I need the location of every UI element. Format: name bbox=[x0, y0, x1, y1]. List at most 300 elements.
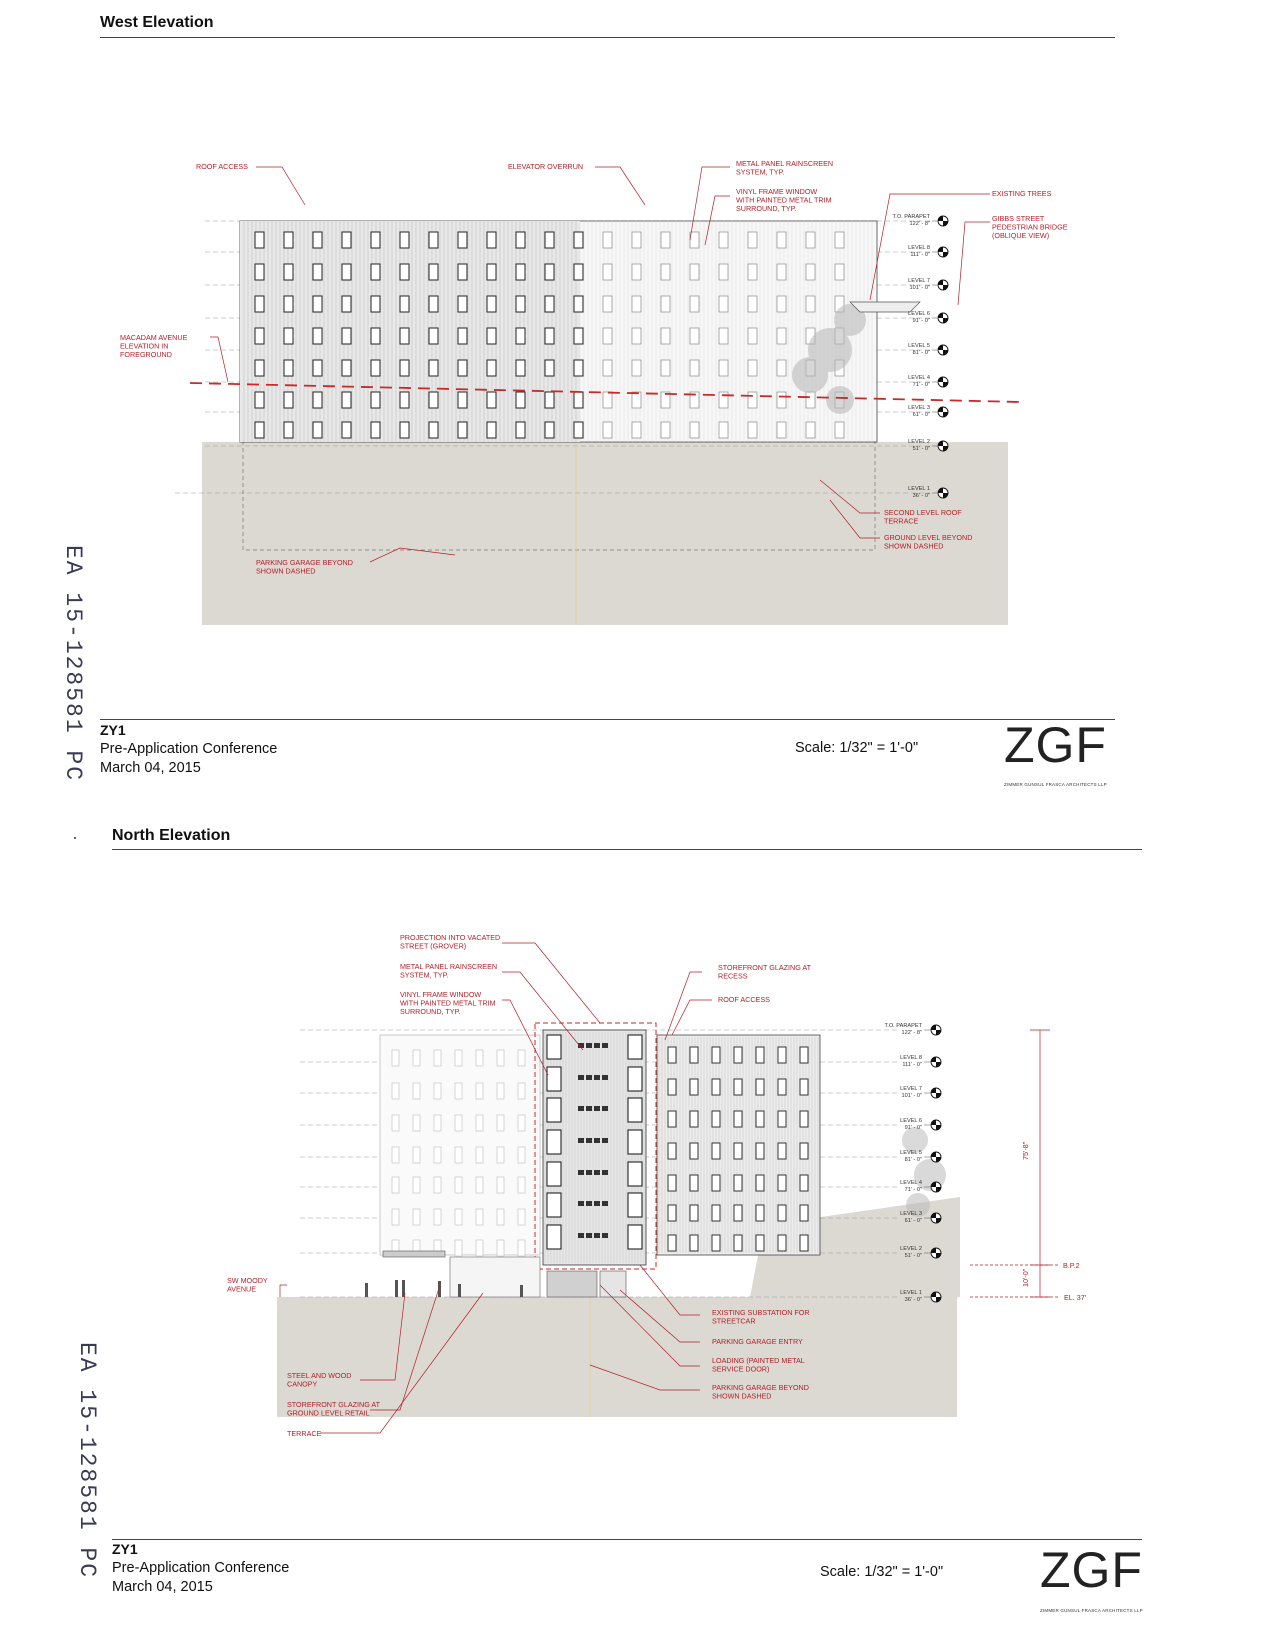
footer-rule bbox=[112, 1539, 1142, 1540]
level-name: LEVEL 6 bbox=[908, 311, 930, 317]
window bbox=[284, 360, 293, 376]
level-name: LEVEL 1 bbox=[908, 486, 930, 492]
window bbox=[756, 1079, 764, 1095]
level-elevation: 81' - 0" bbox=[912, 350, 930, 356]
window bbox=[602, 1075, 608, 1080]
window bbox=[487, 296, 496, 312]
window bbox=[497, 1083, 504, 1099]
dimension-lines bbox=[970, 1030, 1060, 1297]
window bbox=[434, 1115, 441, 1131]
window bbox=[547, 1130, 561, 1154]
window bbox=[661, 328, 670, 344]
dim-height: 75'-8" bbox=[1021, 1141, 1030, 1160]
window bbox=[574, 296, 583, 312]
logo-subtitle: ZIMMER GUNSUL FRASCA ARCHITECTS LLP bbox=[1040, 1608, 1143, 1613]
window bbox=[668, 1079, 676, 1095]
window bbox=[518, 1240, 525, 1256]
label-elevator-overrun: ELEVATOR OVERRUN bbox=[508, 162, 584, 171]
window bbox=[603, 232, 612, 248]
window bbox=[800, 1143, 808, 1159]
window bbox=[800, 1235, 808, 1251]
label-second-level-roof: SECOND LEVEL ROOF TERRACE bbox=[884, 508, 962, 526]
window bbox=[400, 232, 409, 248]
window bbox=[756, 1143, 764, 1159]
level-name: LEVEL 4 bbox=[900, 1180, 922, 1186]
level-name: LEVEL 8 bbox=[908, 245, 930, 251]
window bbox=[668, 1111, 676, 1127]
window bbox=[342, 392, 351, 408]
window bbox=[497, 1209, 504, 1225]
window bbox=[547, 1098, 561, 1122]
window bbox=[778, 1111, 786, 1127]
level-elevation: 91' - 0" bbox=[904, 1125, 922, 1131]
window bbox=[594, 1106, 600, 1111]
window bbox=[602, 1138, 608, 1143]
window bbox=[756, 1047, 764, 1063]
window bbox=[313, 328, 322, 344]
window bbox=[518, 1177, 525, 1193]
level-elevation: 122' - 8" bbox=[901, 1030, 922, 1036]
window bbox=[516, 328, 525, 344]
window bbox=[392, 1083, 399, 1099]
window bbox=[392, 1050, 399, 1066]
window bbox=[545, 422, 554, 438]
scale-label: Scale: 1/32" = 1'-0" bbox=[820, 1564, 944, 1580]
level-elevation: 122' - 8" bbox=[909, 221, 930, 227]
window bbox=[313, 296, 322, 312]
window bbox=[476, 1050, 483, 1066]
window bbox=[371, 264, 380, 280]
level-elevation: 71' - 0" bbox=[912, 382, 930, 388]
level-name: T.O. PARAPET bbox=[884, 1023, 922, 1029]
window bbox=[748, 328, 757, 344]
level-elevation: 36' - 0" bbox=[912, 493, 930, 499]
window bbox=[586, 1233, 592, 1238]
window bbox=[458, 264, 467, 280]
window bbox=[690, 360, 699, 376]
window bbox=[342, 328, 351, 344]
window bbox=[712, 1175, 720, 1191]
window bbox=[632, 422, 641, 438]
window bbox=[400, 328, 409, 344]
window bbox=[429, 392, 438, 408]
window bbox=[574, 264, 583, 280]
zgf-logo: ZGF bbox=[1040, 1542, 1143, 1598]
level-elevation: 101' - 0" bbox=[901, 1093, 922, 1099]
window bbox=[806, 232, 815, 248]
label-macadam: MACADAM AVENUE ELEVATION IN FOREGROUND bbox=[120, 333, 188, 359]
window bbox=[578, 1106, 584, 1111]
window bbox=[690, 232, 699, 248]
window bbox=[371, 360, 380, 376]
level-elevation: 111' - 0" bbox=[910, 252, 930, 258]
window bbox=[748, 360, 757, 376]
window bbox=[835, 232, 844, 248]
level-elevation: 101' - 0" bbox=[909, 285, 930, 291]
window bbox=[628, 1130, 642, 1154]
window bbox=[719, 360, 728, 376]
label-bp: B.P.2 bbox=[1063, 1261, 1080, 1270]
window bbox=[400, 264, 409, 280]
sheet-north-elevation bbox=[0, 825, 1275, 1650]
window bbox=[690, 1205, 698, 1221]
window bbox=[712, 1047, 720, 1063]
window bbox=[518, 1209, 525, 1225]
window bbox=[434, 1147, 441, 1163]
window bbox=[690, 1047, 698, 1063]
window bbox=[778, 1235, 786, 1251]
window bbox=[734, 1111, 742, 1127]
window bbox=[690, 1143, 698, 1159]
window bbox=[628, 1225, 642, 1249]
window bbox=[434, 1050, 441, 1066]
window bbox=[668, 1143, 676, 1159]
window bbox=[712, 1143, 720, 1159]
zgf-logo: ZGF bbox=[1004, 717, 1107, 773]
window bbox=[806, 392, 815, 408]
window bbox=[748, 392, 757, 408]
window bbox=[712, 1205, 720, 1221]
label-existing-trees: EXISTING TREES bbox=[992, 189, 1052, 198]
window bbox=[835, 422, 844, 438]
window bbox=[487, 328, 496, 344]
window bbox=[413, 1115, 420, 1131]
label-terrace: TERRACE bbox=[287, 1429, 322, 1438]
window bbox=[392, 1147, 399, 1163]
garage-entry bbox=[547, 1271, 597, 1297]
label-roof-access: ROOF ACCESS bbox=[196, 162, 248, 171]
window bbox=[594, 1138, 600, 1143]
window bbox=[516, 392, 525, 408]
window bbox=[371, 392, 380, 408]
window bbox=[748, 422, 757, 438]
window bbox=[413, 1209, 420, 1225]
window bbox=[594, 1201, 600, 1206]
level-name: LEVEL 4 bbox=[908, 375, 930, 381]
window bbox=[578, 1233, 584, 1238]
window bbox=[734, 1235, 742, 1251]
label-parking-garage: PARKING GARAGE BEYOND SHOWN DASHED bbox=[256, 558, 353, 576]
file-stamp: EA 15-128581 PC bbox=[60, 545, 86, 783]
window bbox=[574, 232, 583, 248]
window bbox=[455, 1209, 462, 1225]
window bbox=[313, 232, 322, 248]
window bbox=[284, 232, 293, 248]
window bbox=[487, 360, 496, 376]
window bbox=[628, 1035, 642, 1059]
window bbox=[342, 296, 351, 312]
window bbox=[800, 1175, 808, 1191]
window bbox=[661, 422, 670, 438]
window bbox=[602, 1170, 608, 1175]
window bbox=[602, 1201, 608, 1206]
level-name: LEVEL 3 bbox=[900, 1211, 922, 1217]
window bbox=[413, 1177, 420, 1193]
sheet-date: March 04, 2015 bbox=[112, 1579, 213, 1595]
level-elevation: 36' - 0" bbox=[904, 1297, 922, 1303]
window bbox=[429, 296, 438, 312]
window bbox=[342, 422, 351, 438]
window bbox=[586, 1043, 592, 1048]
window bbox=[497, 1050, 504, 1066]
window bbox=[342, 360, 351, 376]
window bbox=[778, 1205, 786, 1221]
label-storefront-retail: STOREFRONT GLAZING AT GROUND LEVEL RETAIL bbox=[287, 1400, 381, 1418]
label-storefront-recess: STOREFRONT GLAZING AT RECESS bbox=[718, 963, 812, 981]
window bbox=[719, 264, 728, 280]
window bbox=[734, 1175, 742, 1191]
window bbox=[586, 1170, 592, 1175]
window bbox=[748, 296, 757, 312]
window bbox=[518, 1147, 525, 1163]
window bbox=[632, 232, 641, 248]
window bbox=[628, 1067, 642, 1091]
window bbox=[578, 1075, 584, 1080]
sheet-subtitle: Pre-Application Conference bbox=[112, 1560, 290, 1576]
window bbox=[603, 296, 612, 312]
window bbox=[476, 1209, 483, 1225]
window bbox=[777, 232, 786, 248]
sheet-title: West Elevation bbox=[100, 14, 214, 31]
window bbox=[458, 422, 467, 438]
window bbox=[400, 360, 409, 376]
window bbox=[628, 1098, 642, 1122]
level-name: LEVEL 7 bbox=[908, 278, 930, 284]
window bbox=[429, 360, 438, 376]
window bbox=[756, 1111, 764, 1127]
window bbox=[413, 1147, 420, 1163]
window bbox=[668, 1047, 676, 1063]
window bbox=[455, 1177, 462, 1193]
window bbox=[586, 1106, 592, 1111]
level-name: LEVEL 5 bbox=[900, 1150, 922, 1156]
window bbox=[712, 1111, 720, 1127]
window bbox=[632, 360, 641, 376]
window bbox=[800, 1111, 808, 1127]
level-elevation: 81' - 0" bbox=[904, 1157, 922, 1163]
sheet-subtitle: Pre-Application Conference bbox=[100, 741, 278, 757]
window bbox=[497, 1177, 504, 1193]
window bbox=[497, 1115, 504, 1131]
window bbox=[455, 1083, 462, 1099]
label-roof-access: ROOF ACCESS bbox=[718, 995, 770, 1004]
window bbox=[748, 264, 757, 280]
window bbox=[284, 296, 293, 312]
ground-section bbox=[277, 1297, 957, 1417]
window bbox=[429, 422, 438, 438]
window bbox=[800, 1047, 808, 1063]
window bbox=[255, 328, 264, 344]
window bbox=[632, 296, 641, 312]
window bbox=[594, 1043, 600, 1048]
window bbox=[516, 360, 525, 376]
window bbox=[800, 1205, 808, 1221]
window bbox=[690, 1111, 698, 1127]
window bbox=[632, 264, 641, 280]
north-elevation-drawing bbox=[0, 825, 1275, 1545]
canopy bbox=[383, 1251, 445, 1257]
label-vinyl-window: VINYL FRAME WINDOW WITH PAINTED METAL TRIM SURROUND, TYP. bbox=[736, 187, 832, 213]
window bbox=[712, 1079, 720, 1095]
label-parking-garage: PARKING GARAGE BEYOND SHOWN DASHED bbox=[712, 1383, 809, 1401]
window bbox=[434, 1083, 441, 1099]
label-projection: PROJECTION INTO VACATED STREET (GROVER) bbox=[400, 933, 501, 951]
label-metal-panel: METAL PANEL RAINSCREEN SYSTEM, TYP. bbox=[736, 159, 834, 177]
sheet-date: March 04, 2015 bbox=[100, 760, 201, 776]
window bbox=[371, 296, 380, 312]
window bbox=[719, 422, 728, 438]
sheet-id: ZY1 bbox=[100, 722, 126, 738]
window bbox=[603, 264, 612, 280]
level-elevation: 91' - 0" bbox=[912, 318, 930, 324]
level-name: LEVEL 6 bbox=[900, 1118, 922, 1124]
window bbox=[756, 1205, 764, 1221]
window bbox=[518, 1115, 525, 1131]
label-loading: LOADING (PAINTED METAL SERVICE DOOR) bbox=[712, 1356, 805, 1374]
window bbox=[255, 296, 264, 312]
level-elevation: 61' - 0" bbox=[904, 1218, 922, 1224]
window bbox=[455, 1240, 462, 1256]
window bbox=[547, 1225, 561, 1249]
window bbox=[594, 1170, 600, 1175]
window bbox=[371, 422, 380, 438]
file-stamp: EA 15-128581 PC bbox=[74, 1342, 100, 1580]
label-sw-moody: SW MOODY AVENUE bbox=[227, 1276, 268, 1294]
window bbox=[777, 328, 786, 344]
window bbox=[668, 1235, 676, 1251]
footer-rule bbox=[100, 719, 1115, 720]
window bbox=[284, 264, 293, 280]
level-name: LEVEL 2 bbox=[900, 1246, 922, 1252]
window bbox=[545, 232, 554, 248]
window bbox=[255, 232, 264, 248]
window bbox=[516, 422, 525, 438]
window bbox=[545, 328, 554, 344]
window bbox=[547, 1035, 561, 1059]
window bbox=[835, 264, 844, 280]
window bbox=[497, 1147, 504, 1163]
window bbox=[255, 360, 264, 376]
window bbox=[518, 1050, 525, 1066]
window bbox=[487, 232, 496, 248]
window bbox=[455, 1147, 462, 1163]
window bbox=[547, 1067, 561, 1091]
window bbox=[778, 1143, 786, 1159]
window bbox=[806, 264, 815, 280]
window bbox=[413, 1050, 420, 1066]
dim-ground: 10'-0" bbox=[1021, 1268, 1030, 1287]
window bbox=[476, 1115, 483, 1131]
level-name: LEVEL 7 bbox=[900, 1086, 922, 1092]
window bbox=[690, 328, 699, 344]
level-name: LEVEL 1 bbox=[900, 1290, 922, 1296]
window bbox=[400, 392, 409, 408]
window bbox=[392, 1209, 399, 1225]
window bbox=[497, 1240, 504, 1256]
window bbox=[603, 422, 612, 438]
label-canopy: STEEL AND WOOD CANOPY bbox=[287, 1371, 352, 1389]
window bbox=[313, 392, 322, 408]
window bbox=[547, 1193, 561, 1217]
label-vinyl-window: VINYL FRAME WINDOW WITH PAINTED METAL TRIM SURROUND, TYP. bbox=[400, 990, 496, 1016]
window bbox=[284, 328, 293, 344]
window bbox=[547, 1162, 561, 1186]
window bbox=[400, 422, 409, 438]
window bbox=[458, 328, 467, 344]
window bbox=[342, 232, 351, 248]
window bbox=[476, 1083, 483, 1099]
window bbox=[458, 392, 467, 408]
window bbox=[574, 422, 583, 438]
window bbox=[545, 296, 554, 312]
level-name: LEVEL 2 bbox=[908, 439, 930, 445]
window bbox=[690, 264, 699, 280]
window bbox=[392, 1177, 399, 1193]
window bbox=[712, 1235, 720, 1251]
window bbox=[458, 296, 467, 312]
window bbox=[748, 232, 757, 248]
window bbox=[806, 422, 815, 438]
label-metal-panel: METAL PANEL RAINSCREEN SYSTEM, TYP. bbox=[400, 962, 498, 980]
window bbox=[719, 296, 728, 312]
window bbox=[434, 1177, 441, 1193]
window bbox=[545, 392, 554, 408]
window bbox=[578, 1138, 584, 1143]
window bbox=[594, 1075, 600, 1080]
window bbox=[476, 1147, 483, 1163]
window bbox=[458, 360, 467, 376]
window bbox=[690, 1175, 698, 1191]
window bbox=[516, 232, 525, 248]
window bbox=[778, 1047, 786, 1063]
window bbox=[734, 1079, 742, 1095]
window bbox=[516, 264, 525, 280]
level-name: LEVEL 8 bbox=[900, 1055, 922, 1061]
window bbox=[806, 296, 815, 312]
window bbox=[668, 1205, 676, 1221]
window bbox=[778, 1175, 786, 1191]
window bbox=[518, 1083, 525, 1099]
level-elevation: 61' - 0" bbox=[912, 412, 930, 418]
window bbox=[777, 360, 786, 376]
window bbox=[400, 296, 409, 312]
window bbox=[413, 1083, 420, 1099]
window bbox=[429, 264, 438, 280]
window bbox=[313, 360, 322, 376]
window bbox=[719, 232, 728, 248]
west-elevation-drawing bbox=[0, 0, 1275, 720]
window bbox=[690, 1235, 698, 1251]
label-ground-level: GROUND LEVEL BEYOND SHOWN DASHED bbox=[884, 533, 973, 551]
level-elevation: 51' - 0" bbox=[912, 446, 930, 452]
window bbox=[586, 1201, 592, 1206]
level-name: LEVEL 3 bbox=[908, 405, 930, 411]
level-elevation: 71' - 0" bbox=[904, 1187, 922, 1193]
window bbox=[661, 264, 670, 280]
window bbox=[661, 232, 670, 248]
retail-storefront bbox=[450, 1257, 540, 1297]
window bbox=[628, 1162, 642, 1186]
window bbox=[487, 264, 496, 280]
level-name: T.O. PARAPET bbox=[892, 214, 930, 220]
window bbox=[458, 232, 467, 248]
window bbox=[800, 1079, 808, 1095]
window bbox=[313, 264, 322, 280]
label-gibbs-bridge: GIBBS STREET PEDESTRIAN BRIDGE (OBLIQUE VIEW) bbox=[992, 214, 1068, 240]
window bbox=[487, 422, 496, 438]
window bbox=[476, 1177, 483, 1193]
window bbox=[777, 422, 786, 438]
